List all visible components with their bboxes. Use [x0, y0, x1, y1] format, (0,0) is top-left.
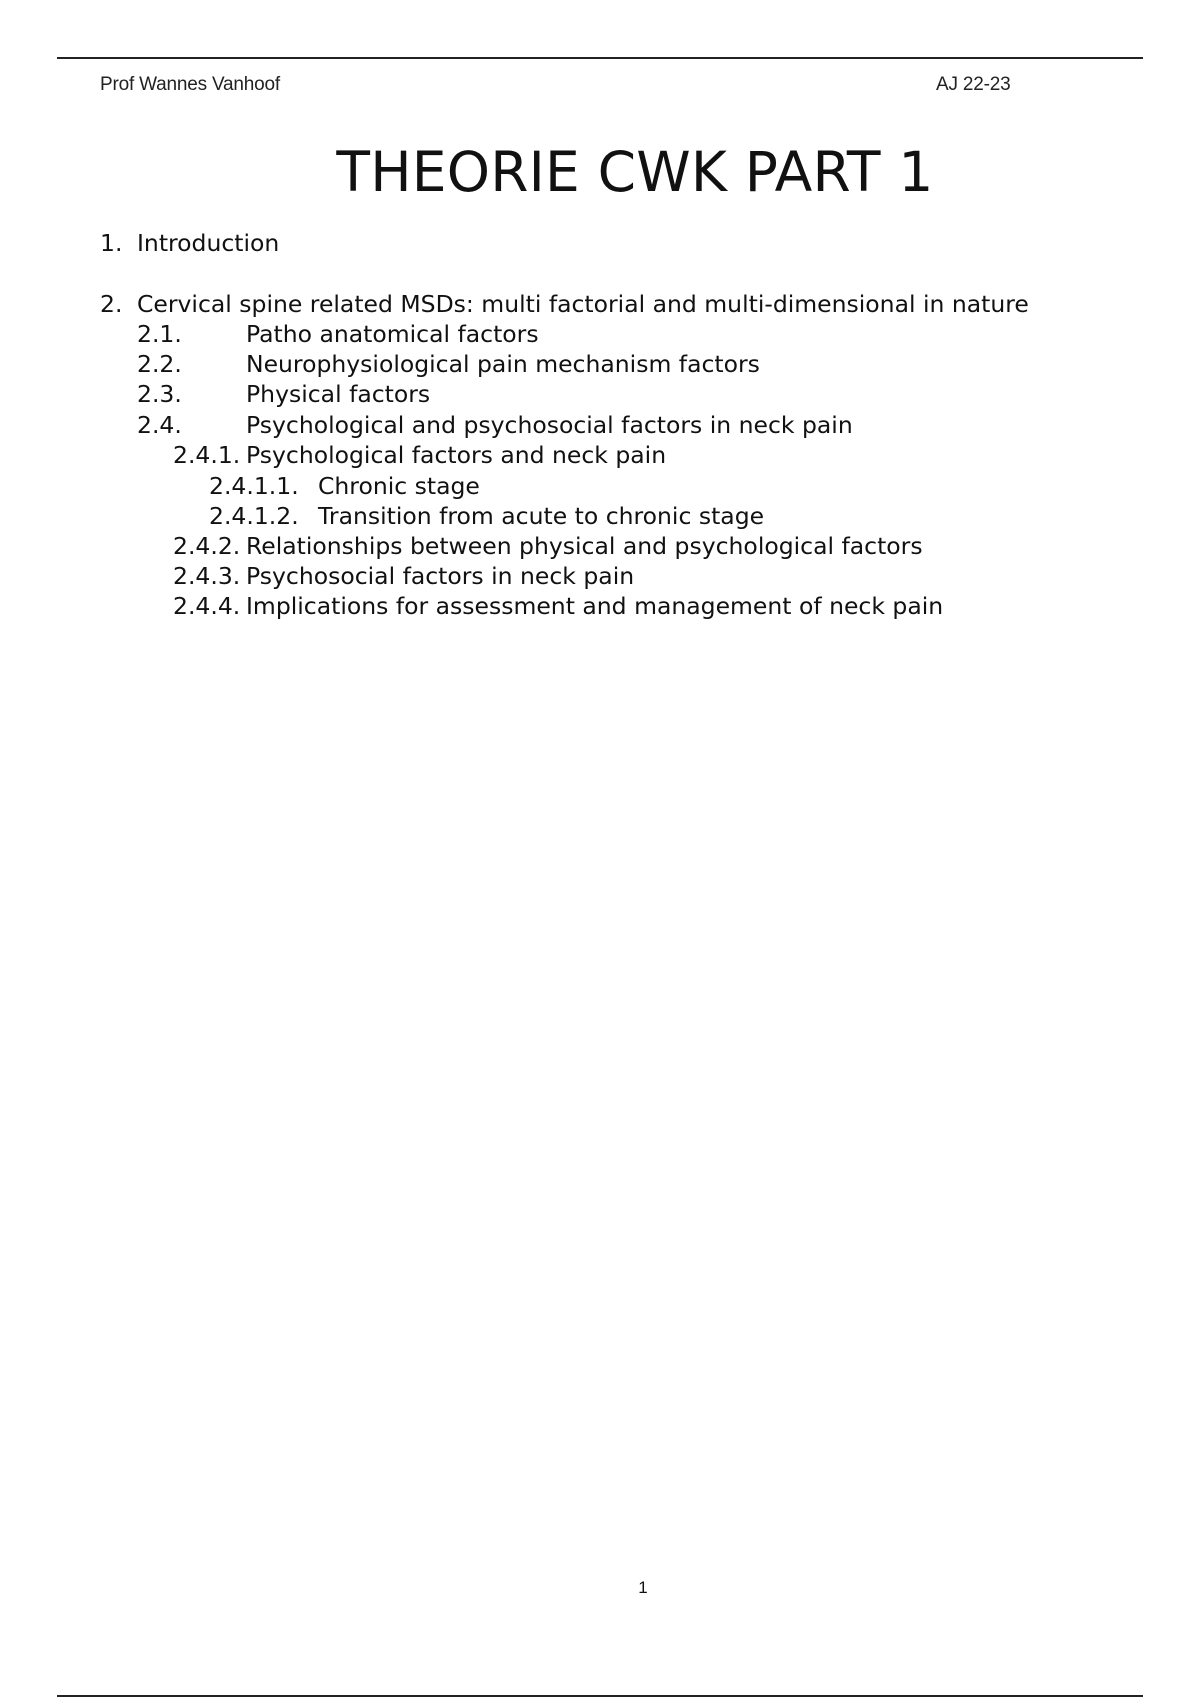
toc-item-label: Patho anatomical factors	[246, 320, 539, 348]
toc-item-number: 2.1.	[137, 320, 182, 348]
toc-item-number: 2.4.2.	[173, 532, 241, 560]
toc-item-number: 2.4.3.	[173, 562, 241, 590]
toc-item-label: Relationships between physical and psychological factors	[246, 532, 923, 560]
toc-item-label: Chronic stage	[318, 472, 480, 500]
toc-item-number: 2.2.	[137, 350, 182, 378]
toc-item-number: 2.	[100, 290, 123, 318]
toc-item-label: Transition from acute to chronic stage	[318, 502, 765, 530]
toc-item-number: 2.4.4.	[173, 592, 241, 620]
toc-item-label: Physical factors	[246, 380, 431, 408]
header-author: Prof Wannes Vanhoof	[100, 74, 280, 95]
toc-item-number: 1.	[100, 229, 123, 257]
table-of-contents	[0, 0, 1200, 700]
page-bottom-rule	[57, 1695, 1143, 1697]
toc-item-number: 2.4.1.	[173, 441, 241, 469]
toc-item-label: Neurophysiological pain mechanism factors	[246, 350, 760, 378]
page-number: 1	[638, 1578, 648, 1597]
toc-item-number: 2.4.1.2.	[209, 502, 299, 530]
toc-item-number: 2.3.	[137, 380, 182, 408]
toc-item-label: Psychosocial factors in neck pain	[246, 562, 635, 590]
toc-item-number: 2.4.	[137, 411, 182, 439]
header-academic-year: AJ 22-23	[936, 74, 1011, 95]
toc-item-label: Introduction	[137, 229, 280, 257]
toc-item-number: 2.4.1.1.	[209, 472, 299, 500]
toc-item-label: Psychological and psychosocial factors in neck pain	[246, 411, 853, 439]
document-title: THEORIE CWK PART 1	[336, 140, 934, 204]
toc-item-label: Psychological factors and neck pain	[246, 441, 667, 469]
toc-item-label: Implications for assessment and management of neck pain	[246, 592, 944, 620]
toc-item-label: Cervical spine related MSDs: multi factorial and multi-dimensional in nature	[137, 290, 1029, 318]
